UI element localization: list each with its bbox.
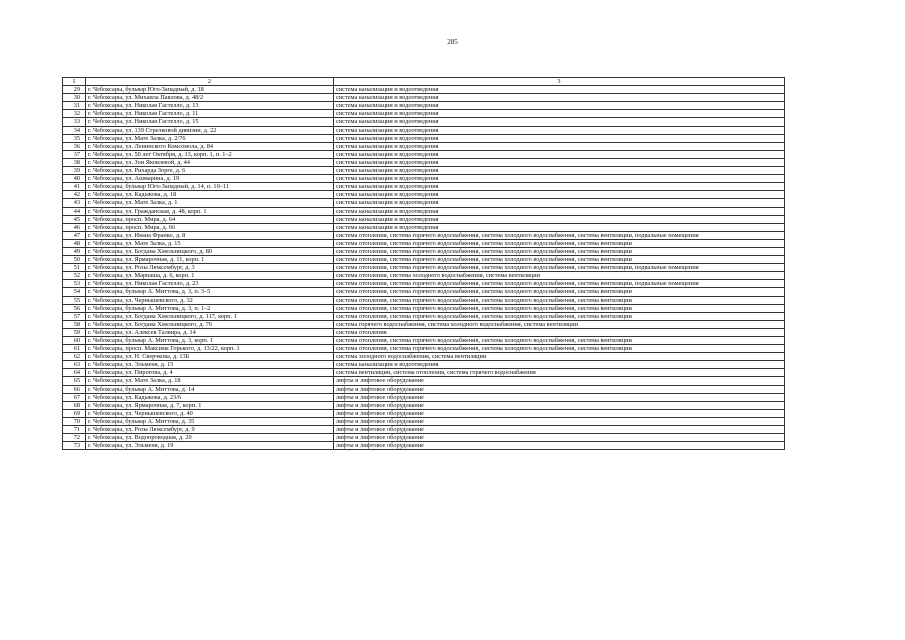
row-address: г. Чебоксары, ул. Розы Люксембург, д. 3 xyxy=(86,264,334,272)
header-col-3: 3 xyxy=(334,78,785,86)
row-address: г. Чебоксары, ул. Николая Гастелло, д. 23 xyxy=(86,280,334,288)
row-number: 46 xyxy=(63,223,86,231)
row-systems: лифты и лифтовое оборудование xyxy=(334,426,785,434)
row-address: г. Чебоксары, ул. Розы Люксембург, д. 9 xyxy=(86,426,334,434)
row-number: 54 xyxy=(63,288,86,296)
row-number: 58 xyxy=(63,320,86,328)
row-systems: лифты и лифтовое оборудование xyxy=(334,442,785,450)
row-number: 73 xyxy=(63,442,86,450)
row-address: г. Чебоксары, бульвар А. Миттова, д. 14 xyxy=(86,385,334,393)
table-row xyxy=(63,142,785,150)
row-systems: система канализации и водоотведения xyxy=(334,223,785,231)
table-row xyxy=(63,183,785,191)
row-systems: система канализации и водоотведения xyxy=(334,199,785,207)
row-number: 62 xyxy=(63,353,86,361)
row-address: г. Чебоксары, просп. Мира, д. 66 xyxy=(86,223,334,231)
row-number: 37 xyxy=(63,150,86,158)
row-address: г. Чебоксары, ул. 50 лет Октября, д. 13, корп. 1, п. 1–2 xyxy=(86,150,334,158)
row-systems: лифты и лифтовое оборудование xyxy=(334,409,785,417)
row-number: 68 xyxy=(63,401,86,409)
row-address: г. Чебоксары, ул. Гражданская, д. 48, корп. 1 xyxy=(86,207,334,215)
table-row xyxy=(63,167,785,175)
row-address: г. Чебоксары, ул. Мате Залка, д. 18 xyxy=(86,377,334,385)
table-row xyxy=(63,312,785,320)
row-address: г. Чебоксары, бульвар А. Миттова, д. 3, п. 1–2 xyxy=(86,304,334,312)
row-systems: система отопления, система горячего водоснабжения, система холодного водоснабжения, система вентиляции xyxy=(334,288,785,296)
row-address: г. Чебоксары, ул. Алексея Талвира, д. 14 xyxy=(86,328,334,336)
table-row xyxy=(63,191,785,199)
table-row xyxy=(63,361,785,369)
row-number: 65 xyxy=(63,377,86,385)
row-systems: система канализации и водоотведения xyxy=(334,126,785,134)
table-row xyxy=(63,256,785,264)
row-number: 55 xyxy=(63,296,86,304)
row-number: 43 xyxy=(63,199,86,207)
table-row xyxy=(63,158,785,166)
table-row xyxy=(63,401,785,409)
table-row xyxy=(63,231,785,239)
row-address: г. Чебоксары, ул. Ашмарина, д. 19 xyxy=(86,175,334,183)
row-systems: система канализации и водоотведения xyxy=(334,118,785,126)
row-address: г. Чебоксары, ул. Мате Залка, д. 1 xyxy=(86,199,334,207)
table-row xyxy=(63,247,785,255)
row-number: 57 xyxy=(63,312,86,320)
row-number: 59 xyxy=(63,328,86,336)
row-systems: система канализации и водоотведения xyxy=(334,167,785,175)
row-systems: система канализации и водоотведения xyxy=(334,86,785,94)
row-systems: система отопления, система горячего водоснабжения, система холодного водоснабжения, система вентиляции xyxy=(334,304,785,312)
row-address: г. Чебоксары, ул. Пирогова, д. 4 xyxy=(86,369,334,377)
row-address: г. Чебоксары, ул. Эльменя, д. 19 xyxy=(86,442,334,450)
row-number: 32 xyxy=(63,110,86,118)
row-systems: система вентиляции, система отопления, система горячего водоснабжения xyxy=(334,369,785,377)
table-row xyxy=(63,239,785,247)
table-row xyxy=(63,320,785,328)
row-systems: система канализации и водоотведения xyxy=(334,94,785,102)
row-number: 67 xyxy=(63,393,86,401)
row-systems: лифты и лифтовое оборудование xyxy=(334,377,785,385)
row-address: г. Чебоксары, бульвар Юго-Западный, д. 18 xyxy=(86,86,334,94)
row-address: г. Чебоксары, ул. Мате Залка, д. 2/76 xyxy=(86,134,334,142)
row-systems: система отопления, система холодного водоснабжения, система вентиляции xyxy=(334,272,785,280)
row-systems: система горячего водоснабжения, система холодного водоснабжения, система вентиляции xyxy=(334,320,785,328)
table-row xyxy=(63,353,785,361)
row-address: г. Чебоксары, ул. Богдана Хмельницкого, д. 117, корп. 1 xyxy=(86,312,334,320)
page-number: 285 xyxy=(447,38,458,46)
row-number: 44 xyxy=(63,207,86,215)
row-systems: система канализации и водоотведения xyxy=(334,102,785,110)
row-systems: система канализации и водоотведения xyxy=(334,142,785,150)
row-systems: система отопления, система горячего водоснабжения, система холодного водоснабжения, система вентиляции xyxy=(334,312,785,320)
row-systems: система канализации и водоотведения xyxy=(334,158,785,166)
table-row xyxy=(63,110,785,118)
row-number: 41 xyxy=(63,183,86,191)
table-row xyxy=(63,223,785,231)
row-address: г. Чебоксары, ул. Рихарда Зорге, д. 6 xyxy=(86,167,334,175)
table-header-row xyxy=(63,78,785,86)
table-row xyxy=(63,280,785,288)
row-systems: лифты и лифтовое оборудование xyxy=(334,434,785,442)
table-row xyxy=(63,337,785,345)
row-number: 45 xyxy=(63,215,86,223)
row-address: г. Чебоксары, ул. Кадыкова, д. 23/6 xyxy=(86,393,334,401)
row-systems: система отопления, система горячего водоснабжения, система холодного водоснабжения, система вентиляции xyxy=(334,345,785,353)
row-address: г. Чебоксары, ул. Ярмарочная, д. 11, корп. 1 xyxy=(86,256,334,264)
table-row xyxy=(63,345,785,353)
row-number: 56 xyxy=(63,304,86,312)
header-col-2: 2 xyxy=(86,78,334,86)
row-systems: система холодного водоснабжения, система вентиляции xyxy=(334,353,785,361)
table-row xyxy=(63,118,785,126)
row-systems: лифты и лифтовое оборудование xyxy=(334,401,785,409)
table-row xyxy=(63,272,785,280)
row-address: г. Чебоксары, ул. 139 Стрелковой дивизии, д. 22 xyxy=(86,126,334,134)
row-address: г. Чебоксары, ул. Николая Гастелло, д. 11 xyxy=(86,110,334,118)
row-systems: система отопления xyxy=(334,328,785,336)
row-address: г. Чебоксары, ул. Богдана Хмельницкого, д. 76 xyxy=(86,320,334,328)
table-row xyxy=(63,385,785,393)
row-address: г. Чебоксары, бульвар А. Миттова, д. 3, корп. 1 xyxy=(86,337,334,345)
row-number: 48 xyxy=(63,239,86,247)
row-systems: система канализации и водоотведения xyxy=(334,150,785,158)
row-address: г. Чебоксары, бульвар А. Миттова, д. 35 xyxy=(86,417,334,425)
row-systems: система отопления, система горячего водоснабжения, система холодного водоснабжения, система вентиляции xyxy=(334,239,785,247)
row-address: г. Чебоксары, ул. Чернышевского, д. 32 xyxy=(86,296,334,304)
row-address: г. Чебоксары, просп. Максима Горького, д. 13/22, корп. 1 xyxy=(86,345,334,353)
row-number: 47 xyxy=(63,231,86,239)
row-systems: система отопления, система горячего водоснабжения, система холодного водоснабжения, система вентиляции xyxy=(334,247,785,255)
table-row xyxy=(63,377,785,385)
table-row xyxy=(63,442,785,450)
row-address: г. Чебоксары, ул. Николая Гастелло, д. 13 xyxy=(86,102,334,110)
row-address: г. Чебоксары, ул. Ярмарочная, д. 7, корп. 1 xyxy=(86,401,334,409)
table-body xyxy=(63,86,785,450)
row-address: г. Чебоксары, ул. Ивана Франко, д. 8 xyxy=(86,231,334,239)
row-number: 35 xyxy=(63,134,86,142)
row-number: 50 xyxy=(63,256,86,264)
table-row xyxy=(63,434,785,442)
table-row xyxy=(63,393,785,401)
row-address: г. Чебоксары, ул. Марпаша, д. 6, корп. 1 xyxy=(86,272,334,280)
row-number: 40 xyxy=(63,175,86,183)
row-systems: система канализации и водоотведения xyxy=(334,207,785,215)
table-row xyxy=(63,86,785,94)
table-row xyxy=(63,288,785,296)
row-systems: система отопления, система горячего водоснабжения, система холодного водоснабжения, система вентиляции, подвальные помещения xyxy=(334,264,785,272)
row-number: 31 xyxy=(63,102,86,110)
table-row xyxy=(63,199,785,207)
table-row xyxy=(63,215,785,223)
row-number: 63 xyxy=(63,361,86,369)
table-row xyxy=(63,102,785,110)
row-systems: система канализации и водоотведения xyxy=(334,183,785,191)
table-row xyxy=(63,426,785,434)
row-number: 61 xyxy=(63,345,86,353)
row-number: 34 xyxy=(63,126,86,134)
row-address: г. Чебоксары, ул. Михаила Павлова, д. 48/2 xyxy=(86,94,334,102)
row-address: г. Чебоксары, ул. Богдана Хмельницкого, д. 80 xyxy=(86,247,334,255)
row-number: 30 xyxy=(63,94,86,102)
table-row xyxy=(63,304,785,312)
row-systems: система отопления, система горячего водоснабжения, система холодного водоснабжения, система вентиляции xyxy=(334,337,785,345)
row-systems: система отопления, система горячего водоснабжения, система холодного водоснабжения, система вентиляции, подвальные помещения xyxy=(334,231,785,239)
row-number: 29 xyxy=(63,86,86,94)
row-systems: система канализации и водоотведения xyxy=(334,110,785,118)
table-row xyxy=(63,328,785,336)
row-address: г. Чебоксары, ул. Кадыкова, д. 18 xyxy=(86,191,334,199)
row-address: г. Чебоксары, бульвар Юго-Западный, д. 14, п. 10–11 xyxy=(86,183,334,191)
table-row xyxy=(63,264,785,272)
header-col-1: 1 xyxy=(63,78,86,86)
table-row xyxy=(63,369,785,377)
row-number: 60 xyxy=(63,337,86,345)
row-number: 71 xyxy=(63,426,86,434)
row-address: г. Чебоксары, ул. Чернышевского, д. 40 xyxy=(86,409,334,417)
table-row xyxy=(63,296,785,304)
table-row xyxy=(63,126,785,134)
row-number: 69 xyxy=(63,409,86,417)
row-address: г. Чебоксары, ул. Мате Залка, д. 15 xyxy=(86,239,334,247)
row-number: 64 xyxy=(63,369,86,377)
table-row xyxy=(63,409,785,417)
row-systems: система канализации и водоотведения xyxy=(334,175,785,183)
row-systems: система отопления, система горячего водоснабжения, система холодного водоснабжения, система вентиляции xyxy=(334,256,785,264)
table-row xyxy=(63,150,785,158)
register-table xyxy=(62,77,785,450)
row-number: 38 xyxy=(63,158,86,166)
row-address: г. Чебоксары, ул. Николая Гастелло, д. 15 xyxy=(86,118,334,126)
row-number: 52 xyxy=(63,272,86,280)
table-row xyxy=(63,175,785,183)
row-address: г. Чебоксары, ул. Зои Яковлевой, д. 44 xyxy=(86,158,334,166)
row-number: 53 xyxy=(63,280,86,288)
row-address: г. Чебоксары, ул. Водопроводная, д. 20 xyxy=(86,434,334,442)
row-systems: система канализации и водоотведения xyxy=(334,134,785,142)
row-address: г. Чебоксары, ул. Ленинского Комсомола, д. 84 xyxy=(86,142,334,150)
row-number: 70 xyxy=(63,417,86,425)
row-address: г. Чебоксары, бульвар А. Миттова, д. 3, п. 3–5 xyxy=(86,288,334,296)
row-systems: лифты и лифтовое оборудование xyxy=(334,385,785,393)
row-number: 42 xyxy=(63,191,86,199)
row-number: 49 xyxy=(63,247,86,255)
row-address: г. Чебоксары, ул. Н. Сверчкова, д. 13Б xyxy=(86,353,334,361)
row-number: 51 xyxy=(63,264,86,272)
table-row xyxy=(63,417,785,425)
row-address: г. Чебоксары, ул. Эльменя, д. 15 xyxy=(86,361,334,369)
row-address: г. Чебоксары, просп. Мира, д. 64 xyxy=(86,215,334,223)
table-row xyxy=(63,134,785,142)
row-number: 66 xyxy=(63,385,86,393)
row-number: 72 xyxy=(63,434,86,442)
row-systems: лифты и лифтовое оборудование xyxy=(334,393,785,401)
row-systems: система отопления, система горячего водоснабжения, система холодного водоснабжения, система вентиляции xyxy=(334,296,785,304)
row-number: 36 xyxy=(63,142,86,150)
row-systems: система канализации и водоотведения xyxy=(334,191,785,199)
table-row xyxy=(63,207,785,215)
row-systems: лифты и лифтовое оборудование xyxy=(334,417,785,425)
table-row xyxy=(63,94,785,102)
row-systems: система отопления, система горячего водоснабжения, система холодного водоснабжения, система вентиляции, подвальные помещения xyxy=(334,280,785,288)
row-systems: система канализации и водоотведения xyxy=(334,215,785,223)
row-number: 33 xyxy=(63,118,86,126)
row-number: 39 xyxy=(63,167,86,175)
row-systems: система канализации и водоотведения xyxy=(334,361,785,369)
